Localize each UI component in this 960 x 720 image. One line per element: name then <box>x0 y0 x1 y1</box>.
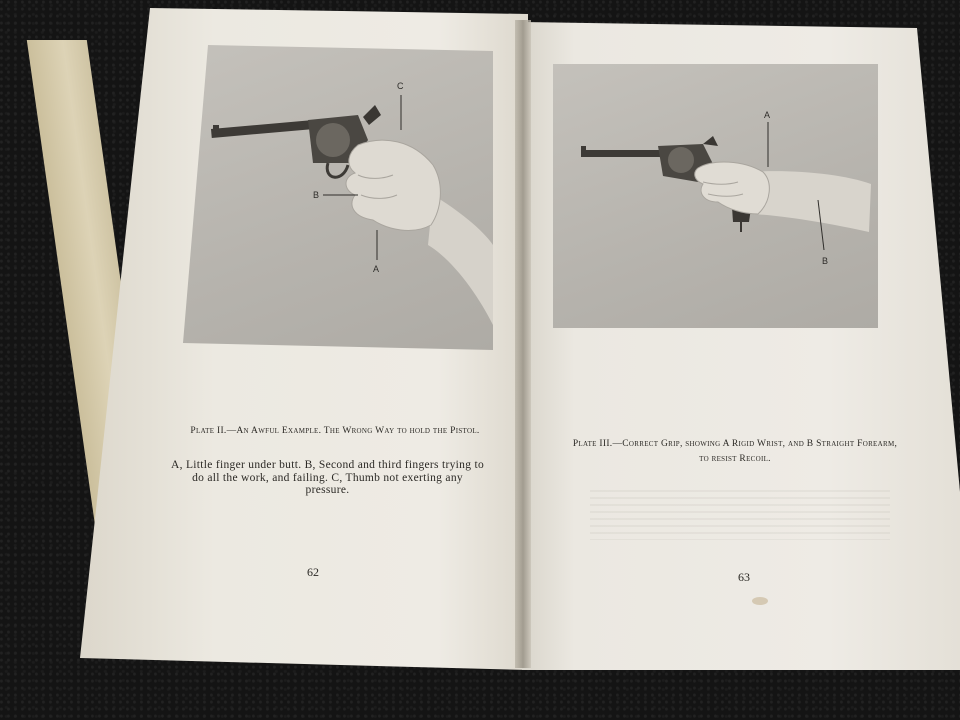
revolver-wrong-grip-illustration <box>183 45 493 350</box>
page-number-right: 63 <box>738 570 750 584</box>
paper-stain <box>752 597 768 605</box>
barrel <box>581 150 671 157</box>
plate-ii-caption-title: Plate II.—An Awful Example. The Wrong Way to hold the Pistol. <box>190 426 480 436</box>
barrel <box>211 119 321 138</box>
front-sight <box>581 146 586 152</box>
revolver-correct-grip-illustration <box>553 64 878 328</box>
plate-ii-label-c: C <box>397 81 404 91</box>
plate-iii-label-a: A <box>764 110 771 120</box>
plate-iii-photo <box>553 64 878 328</box>
plate-ii-caption-body: A, Little finger under butt. B, Second and third fingers trying to do all the work, and failing. C, Thumb not exerting any pressure. <box>171 459 484 496</box>
hammer <box>363 105 381 125</box>
hammer <box>703 136 718 146</box>
cylinder <box>316 123 350 157</box>
plate-ii-label-b: B <box>313 190 320 200</box>
hand <box>695 162 770 214</box>
hand <box>346 140 440 230</box>
cylinder <box>668 147 694 173</box>
plate-ii-photo <box>183 45 493 350</box>
page-number-left: 62 <box>307 565 319 579</box>
trigger-guard <box>327 163 348 177</box>
bleed-through-text <box>590 490 890 540</box>
plate-ii-label-a: A <box>373 264 380 274</box>
forearm <box>428 195 493 325</box>
book-gutter <box>515 20 531 668</box>
front-sight <box>213 125 219 133</box>
plate-iii-caption: Plate III.—Correct Grip, showing A Rigid Wrist, and B Straight Forearm, to resist Recoil. <box>572 439 898 464</box>
plate-iii-label-b: B <box>822 256 829 266</box>
